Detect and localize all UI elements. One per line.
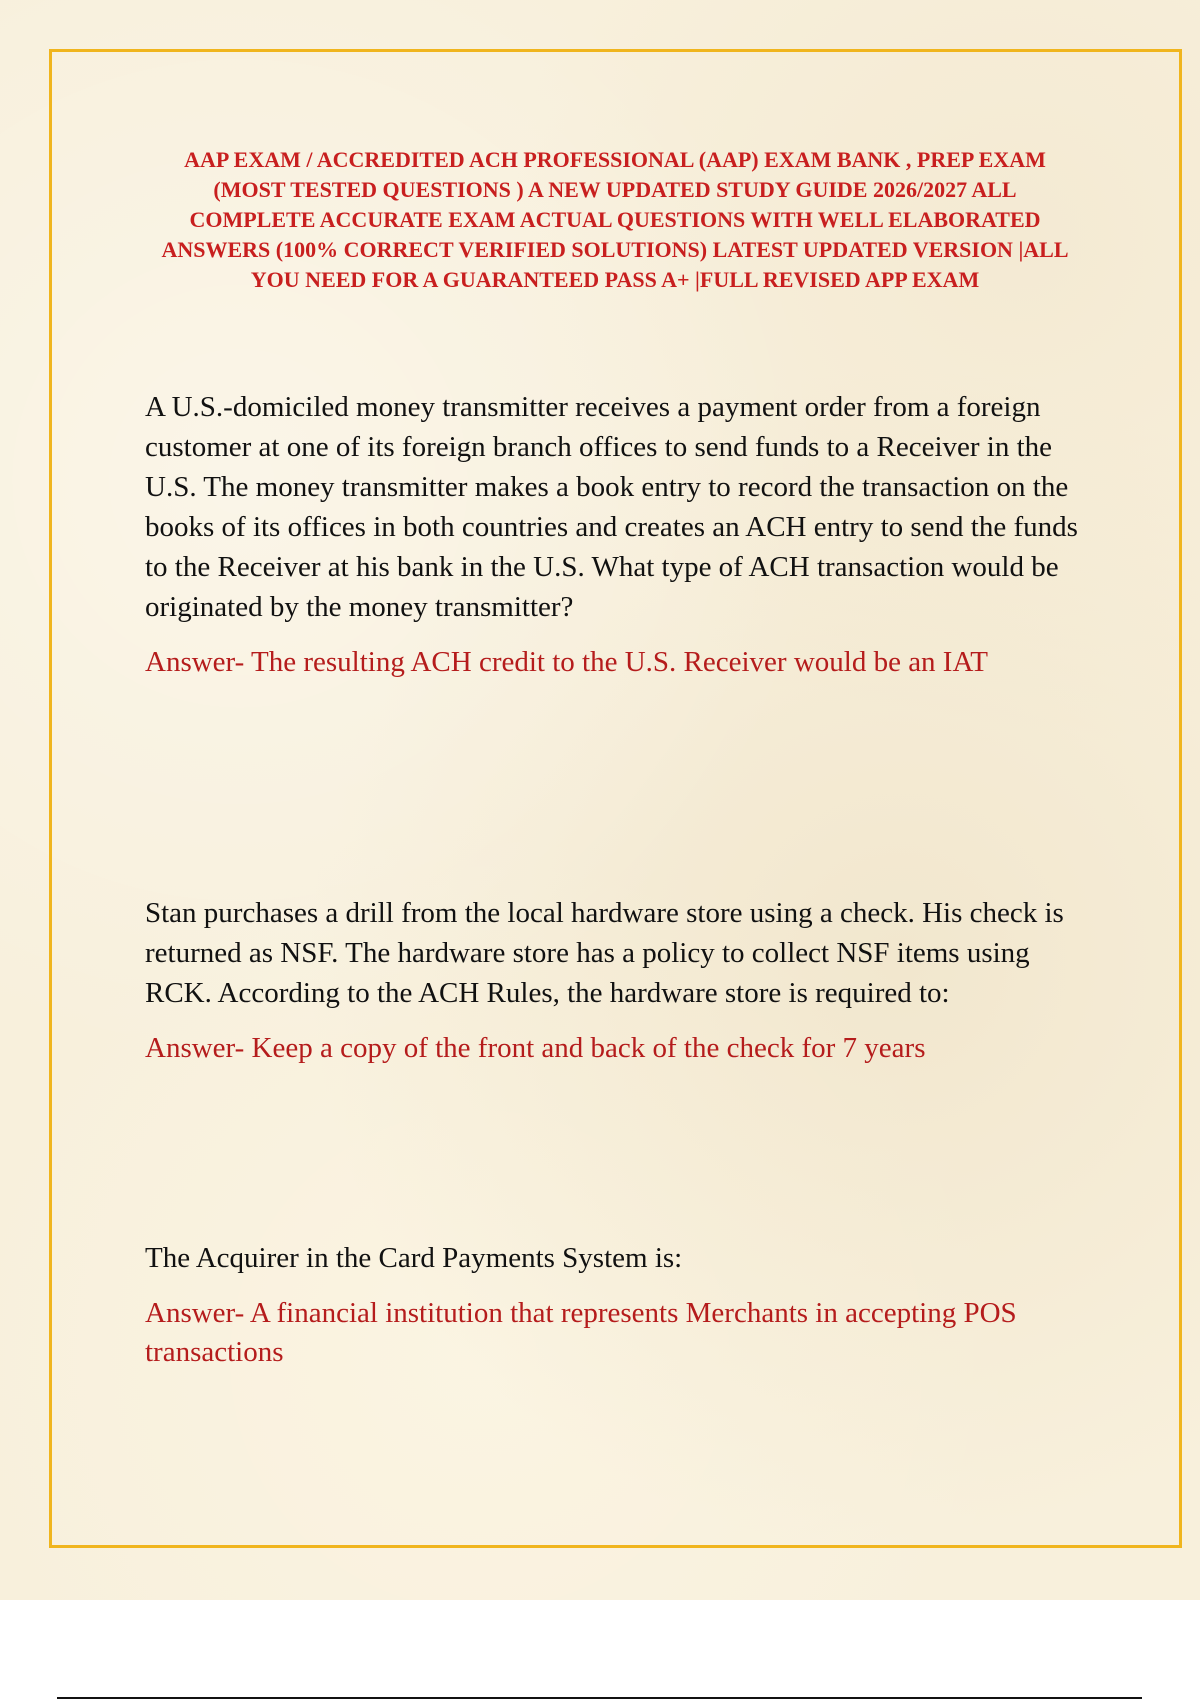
- qa-item: [145, 387, 1095, 682]
- question-text: The Acquirer in the Card Payments System is:: [145, 1242, 683, 1274]
- qa-item: [145, 1238, 1095, 1372]
- answer-text: Answer- A financial institution that represents Merchants in accepting POS transactions: [145, 1297, 1017, 1368]
- question-text: A U.S.-domiciled money transmitter receives a payment order from a foreign customer at one of its foreign branch offices to send funds to a Receiver in the U.S. The money transmitter makes a book entry to record the transaction on the books of its offices in both countries and creates an ACH entry to send the funds to the Receiver at his bank in the U.S. What type of ACH transaction would be originated by the money transmitter?: [145, 391, 1078, 623]
- footer-divider: [57, 1697, 1142, 1699]
- qa-item: [145, 893, 1095, 1068]
- question-text: Stan purchases a drill from the local hardware store using a check. His check is returned as NSF. The hardware store has a policy to collect NSF items using RCK. According to the ACH Rules, the hardware store is required to:: [145, 897, 1064, 1009]
- answer-text: Answer- Keep a copy of the front and back of the check for 7 years: [145, 1032, 926, 1064]
- answer-text: Answer- The resulting ACH credit to the U.S. Receiver would be an IAT: [145, 646, 988, 678]
- document-title: AAP EXAM / ACCREDITED ACH PROFESSIONAL (AAP) EXAM BANK , PREP EXAM (MOST TESTED QUESTIONS ) A NEW UPDATED STUDY GUIDE 2026/2027 ALL COMPLETE ACCURATE EXAM ACTUAL QUESTIONS WITH WELL ELABORATED ANSWERS (100% CORRECT VERIFIED SOLUTIONS) LATEST UPDATED VERSION |ALL YOU NEED FOR A GUARANTEED PASS A+ |FULL REVISED APP EXAM: [161, 147, 1069, 292]
